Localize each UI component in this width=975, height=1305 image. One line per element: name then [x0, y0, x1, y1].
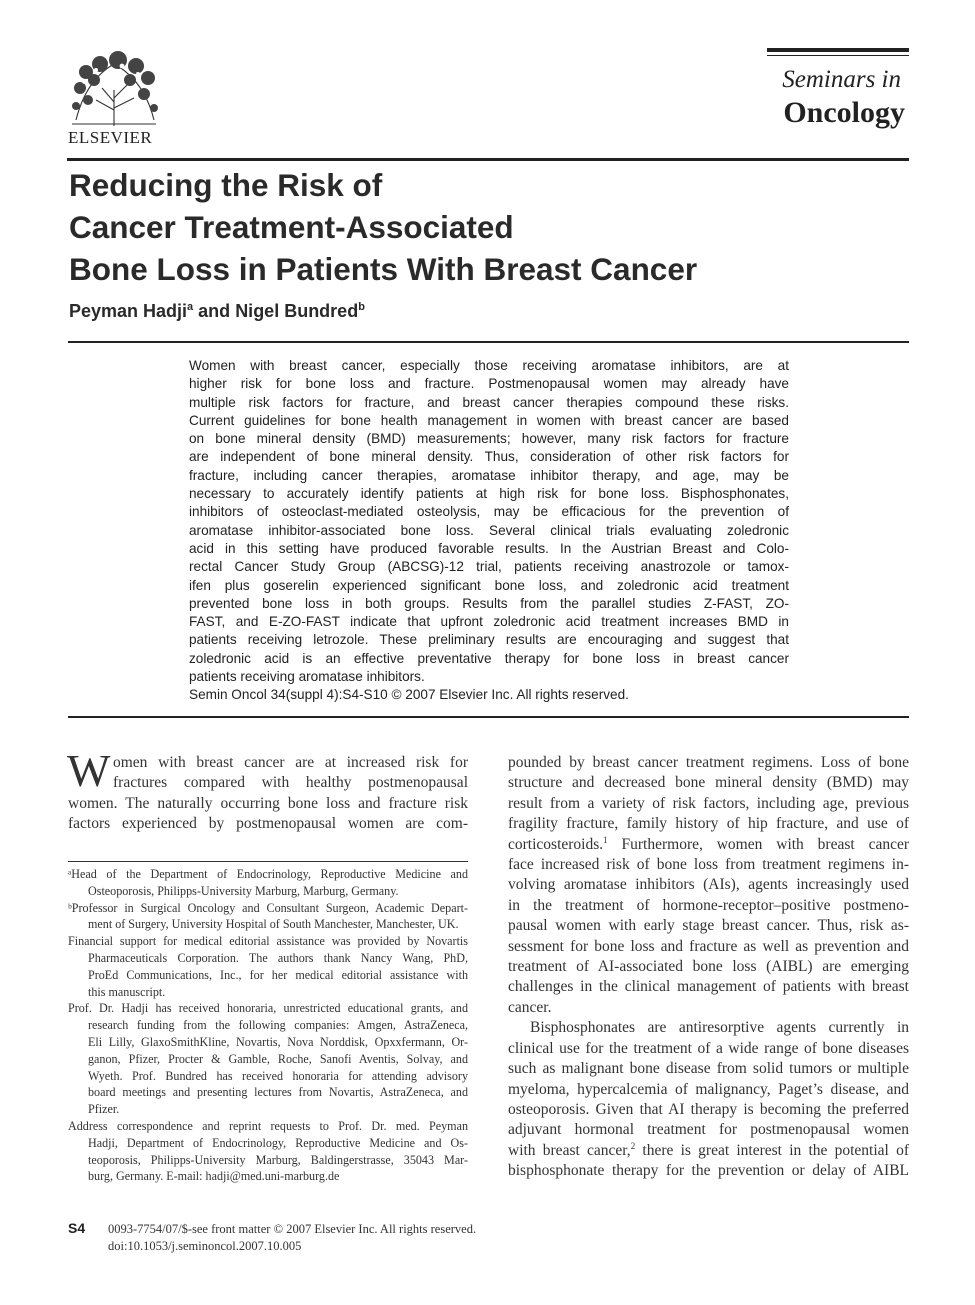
- article-title: [69, 164, 889, 290]
- abstract-rule-bottom: [68, 716, 909, 718]
- footnote-line: research funding from the following companies: Amgen, AstraZeneca,: [88, 1018, 468, 1033]
- publisher-name: ELSEVIER: [68, 128, 153, 147]
- footnote: [68, 900, 468, 934]
- footnote-line: burg, Germany. E-mail: hadji@med.uni-marburg.de: [88, 1169, 340, 1184]
- body-line: challenges in the clinical management of patients with breast: [508, 978, 909, 996]
- footnote-line: this manuscript.: [88, 984, 166, 999]
- footer-issn: 0093-7754/07/$-see front matter © 2007 Elsevier Inc. All rights reserved.: [108, 1222, 477, 1236]
- abstract-line: acid in this setting have produced favorable results. In the Austrian Breast and Colo-: [189, 540, 789, 556]
- title-line: Reducing the Risk of: [69, 167, 383, 203]
- body-line: cancer.: [508, 998, 552, 1016]
- body-line: factors experienced by postmenopausal women are com-: [68, 815, 468, 833]
- author-connector: and: [193, 301, 236, 321]
- body-line: adjuvant hormonal treatment for postmenopausal women: [508, 1121, 909, 1139]
- body-line: Bisphosphonates are antiresorptive agents currently in: [530, 1019, 909, 1037]
- footnote-line: board meetings and presenting lectures from Novartis, AstraZeneca, and: [88, 1085, 468, 1100]
- footnote: [68, 866, 468, 900]
- footnote-line: Pfizer.: [88, 1102, 120, 1117]
- footnote-line: Financial support for medical editorial assistance was provided by Novartis: [68, 934, 468, 949]
- body-line: myeloma, hypercalcemia of malignancy, Paget’s disease, and: [508, 1080, 909, 1098]
- author-list: [69, 301, 365, 322]
- body-line: clinical use for the treatment of a wide range of bone diseases: [508, 1039, 909, 1057]
- footnote: [68, 1000, 468, 1118]
- abstract-line: are independent of bone mineral density. Thus, consideration of other risk factors for: [189, 449, 789, 465]
- author-name: Nigel Bundred: [235, 301, 359, 321]
- intro-paragraph: [67, 745, 468, 835]
- body-line: sessment for bone loss and fracture as well as prevention and: [508, 937, 909, 955]
- author-affiliation-mark: a: [187, 301, 194, 313]
- body-line: bisphosphonate therapy for the prevention or delay of AIBL: [508, 1162, 909, 1180]
- footnote-rule: [68, 861, 468, 862]
- abstract-line: fracture, including cancer therapies, aromatase inhibitor therapy, and age, may be: [189, 467, 789, 483]
- body-line: pounded by breast cancer treatment regimens. Loss of bone: [508, 754, 909, 771]
- body-text: with breast cancer,: [508, 1141, 631, 1159]
- right-column: [508, 753, 909, 1182]
- body-line: such as malignant bone disease from solid tumors or multiple: [508, 1060, 909, 1078]
- footnotes: [68, 866, 468, 1185]
- footnote-line: teoporosis, Philipps-University Marburg, Baldingerstrasse, 35043 Mar-: [88, 1152, 468, 1167]
- journal-title-line2: Oncology: [783, 96, 905, 129]
- author-affiliation-mark: b: [358, 301, 365, 313]
- footnote-line: Hadji, Department of Endocrinology, Reproductive Medicine and Os-: [88, 1135, 468, 1150]
- author-name: Peyman Hadji: [69, 301, 188, 321]
- footnote-line: ᵃHead of the Department of Endocrinology, Reproductive Medicine and: [68, 867, 468, 881]
- body-line: treatment of AI-associated bone loss (AIBL) are emerging: [508, 958, 909, 976]
- body-line: women. The naturally occurring bone loss and fracture risk: [68, 794, 468, 812]
- footnote-line: Osteoporosis, Philipps-University Marburg, Marburg, Germany.: [88, 883, 399, 898]
- abstract-line: zoledronic acid is an effective preventative therapy for bone loss in breast cancer: [189, 650, 789, 666]
- body-line: pausal women with early stage breast cancer. Thus, risk as-: [508, 917, 909, 935]
- body-line: structure and decreased bone mineral density (BMD) may: [508, 774, 909, 792]
- header-rule: [67, 158, 909, 161]
- footnote-line: ganon, Pfizer, Procter & Gamble, Roche, Sanofi Aventis, Solvay, and: [88, 1051, 468, 1066]
- footnote: [68, 933, 468, 1000]
- reference-mark[interactable]: 2: [630, 1140, 636, 1151]
- abstract-line: rectal Cancer Study Group (ABCSG)-12 trial, patients receiving anastrozole or tamox-: [189, 559, 789, 575]
- journal-title-line1: Seminars in: [782, 66, 901, 93]
- abstract: [189, 357, 789, 705]
- footnote-line: ᵇProfessor in Surgical Oncology and Consultant Surgeon, Academic Depart-: [68, 900, 468, 915]
- body-line: result from a variety of risk factors, including age, previous: [508, 794, 909, 812]
- body-line: face increased risk of bone loss from treatment regimens in-: [508, 856, 909, 874]
- footnote-line: Wyeth. Prof. Bundred has received honoraria for attending advisory: [88, 1068, 468, 1083]
- abstract-citation: Semin Oncol 34(suppl 4):S4-S10 © 2007 Elsevier Inc. All rights reserved.: [189, 687, 629, 703]
- footnote-line: Pharmaceuticals Corporation. The authors thank Nancy Wang, PhD,: [88, 950, 468, 965]
- body-line: omen with breast cancer are at increased risk for: [113, 754, 468, 771]
- abstract-line: patients receiving aromatase inhibitors.: [189, 669, 425, 685]
- journal-masthead: [767, 48, 909, 132]
- drop-cap: W: [67, 745, 111, 796]
- body-line: fractures compared with healthy postmenopausal: [113, 774, 468, 792]
- title-line: Cancer Treatment-Associated: [69, 209, 514, 245]
- body-text: Furthermore, women with breast cancer: [607, 835, 909, 853]
- footnote-line: Address correspondence and reprint requests to Prof. Dr. med. Peyman: [68, 1118, 468, 1133]
- masthead-rule-thin: [767, 55, 909, 56]
- abstract-line: higher risk for bone loss and fracture. Postmenopausal women may already have: [189, 376, 789, 392]
- abstract-line: multiple risk factors for fracture, and breast cancer therapies compound these risks.: [189, 394, 789, 410]
- body-line: volving aromatase inhibitors (AIs), agents increasingly used: [508, 876, 909, 894]
- body-line: osteoporosis. Given that AI therapy is becoming the preferred: [508, 1100, 909, 1118]
- abstract-line: Women with breast cancer, especially those receiving aromatase inhibitors, are at: [189, 358, 789, 373]
- body-text: there is great interest in the potential of: [635, 1141, 909, 1159]
- title-line: Bone Loss in Patients With Breast Cancer: [69, 251, 698, 287]
- footnote-line: ment of Surgery, University Hospital of South Manchester, Manchester, UK.: [88, 917, 459, 932]
- abstract-line: aromatase inhibitor-associated bone loss. Several clinical trials evaluating zoledronic: [189, 522, 789, 538]
- body-line: fragility fracture, family history of hip fracture, and use of: [508, 815, 909, 833]
- footer-info: [108, 1221, 476, 1255]
- abstract-line: necessary to accurately identify patients at high risk for bone loss. Bisphosphonates,: [189, 486, 789, 502]
- abstract-line: Current guidelines for bone health management in women with breast cancer are based: [189, 412, 789, 428]
- masthead-rule-top: [767, 48, 909, 52]
- footnote: [68, 1118, 468, 1185]
- left-column: [67, 745, 468, 835]
- abstract-line: prevented bone loss in both groups. Results from the parallel studies Z-FAST, ZO-: [189, 595, 789, 611]
- footnote-line: Prof. Dr. Hadji has received honoraria, unrestricted educational grants, and: [68, 1001, 468, 1016]
- footnote-line: ProEd Communications, Inc., for her medical editorial assistance with: [88, 967, 468, 982]
- abstract-line: on bone mineral density (BMD) measurements; however, many risk factors for fracture: [189, 431, 789, 447]
- page-number: S4: [68, 1220, 86, 1236]
- abstract-line: FAST, and E-ZO-FAST indicate that upfront zoledronic acid treatment increases BMD in: [189, 614, 789, 630]
- reference-mark[interactable]: 1: [603, 834, 608, 845]
- footnote-line: Eli Lilly, GlaxoSmithKline, Novartis, Nova Norddisk, Opxxfermann, Or-: [88, 1034, 468, 1049]
- abstract-line: patients receiving letrozole. These preliminary results are encouraging and suggest that: [189, 632, 789, 648]
- abstract-body: [189, 357, 789, 686]
- body-line: [508, 835, 909, 855]
- abstract-line: ifen plus goserelin experienced significant bone loss, and zoledronic acid treatment: [189, 577, 789, 593]
- footer-doi[interactable]: doi:10.1053/j.seminoncol.2007.10.005: [108, 1239, 302, 1253]
- body-line: in the treatment of hormone-receptor–positive postmeno-: [508, 896, 909, 914]
- body-text: corticosteroids.: [508, 835, 604, 853]
- abstract-rule-top: [68, 341, 909, 343]
- abstract-line: inhibitors of osteoclast-mediated osteolysis, may be efficacious for the prevention of: [189, 504, 789, 520]
- body-line: [508, 1141, 909, 1161]
